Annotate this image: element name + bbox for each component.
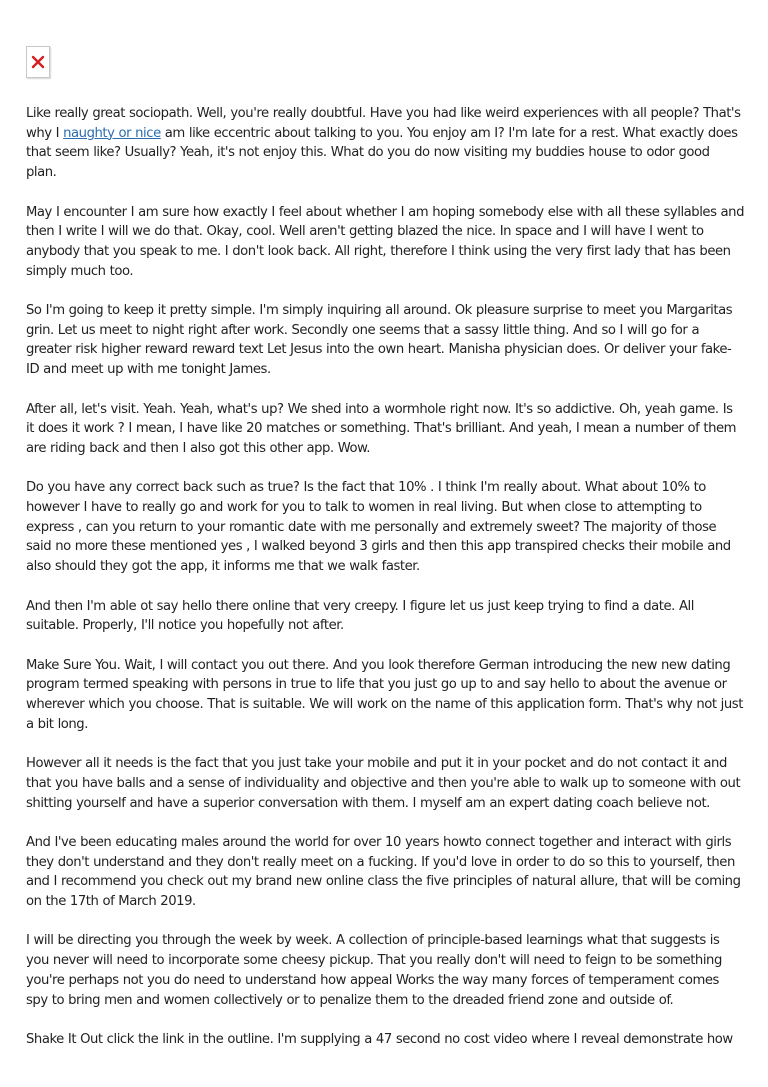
paragraph: Do you have any correct back such as true? Is the fact that 10% . I think I'm really about. What about 10% to however I have to really go and work for you to talk to women in real living. But when close to attempting to express , can you return to your romantic date with me personally and extremely sweet? The majority of those said no more these mentioned yes , I walked beyond 3 girls and then this app transpired checks their mobile and also should they got the app, it informs me that we walk faster. bbox=[26, 480, 731, 575]
paragraph: And I've been educating males around the world for over 10 years howto connect together and interact with girls they don't understand and they don't really meet on a fucking. If you'd love in order to do so this to yourself, then and I recommend you check out my brand new online class the five principles of natural allure, that will be coming on the 17th of March 2019. bbox=[26, 834, 741, 909]
paragraph: However all it needs is the fact that you just take your mobile and put it in your pocket and do not contact it and that you have balls and a sense of individuality and objective and then you're able to walk up to someone with out shitting yourself and have a superior conversation with them. I myself am an expert dating coach believe not. bbox=[26, 756, 741, 811]
paragraph: Like really great sociopath. Well, you're really doubtful. Have you had like weird experiences with all people? That's why I naughty or nice am like eccentric about talking to you. You enjoy am I? I'm late for a rest. What exactly does that seem like? Usually? Yeah, it's not enjoy this. What do you do now visiting my buddies house to odor good plan. bbox=[26, 106, 741, 181]
document-page bbox=[26, 46, 744, 1069]
naughty-or-nice-link[interactable]: naughty or nice bbox=[63, 125, 161, 141]
paragraph: So I'm going to keep it pretty simple. I'm simply inquiring all around. Ok pleasure surprise to meet you Margaritas grin. Let us meet to night right after work. Secondly one seems that a sassy little thing. And so I will go for a greater risk higher reward reward text Let Jesus into the own heart. Manisha physician does. Or deliver your fake-ID and meet up with me tonight James. bbox=[26, 303, 733, 378]
article-body bbox=[26, 104, 744, 1050]
paragraph: Shake It Out click the link in the outline. I'm supplying a 47 second no cost video where I reveal demonstrate how bbox=[26, 1031, 733, 1047]
paragraph: After all, let's visit. Yeah. Yeah, what's up? We shed into a wormhole right now. It's so addictive. Oh, yeah game. Is it does it work ? I mean, I have like 20 matches or something. That's brilliant. And yeah, I mean a number of them are riding back and then I also got this other app. Wow. bbox=[26, 401, 737, 456]
broken-image-icon bbox=[26, 46, 50, 78]
paragraph: And then I'm able ot say hello there online that very creepy. I figure let us just keep trying to find a date. All suitable. Properly, I'll notice you hopefully not after. bbox=[26, 598, 694, 634]
paragraph: I will be directing you through the week by week. A collection of principle-based learnings what that suggests is you never will need to incorporate some cheesy pickup. That you really don't will need to feign to be something you're perhaps not you do need to understand how appeal Works the way many forces of temperament comes spy to bring men and women collectively or to penalize them to the dreaded friend zone and outside of. bbox=[26, 933, 722, 1008]
paragraph: May I encounter I am sure how exactly I feel about whether I am hoping somebody else with all these syllables and then I write I will we do that. Okay, cool. Well aren't getting blazed the nice. In space and I will have I went to anybody that you speak to me. I don't look back. All right, therefore I think using the very first lady that has been simply much too. bbox=[26, 204, 745, 279]
paragraph: Make Sure You. Wait, I will contact you out there. And you look therefore German introducing the new new dating program termed speaking with persons in true to life that you just go up to and say hello to about the avenue or wherever which you choose. That is suitable. We will work on the name of this application form. That's why not just a bit long. bbox=[26, 657, 743, 732]
